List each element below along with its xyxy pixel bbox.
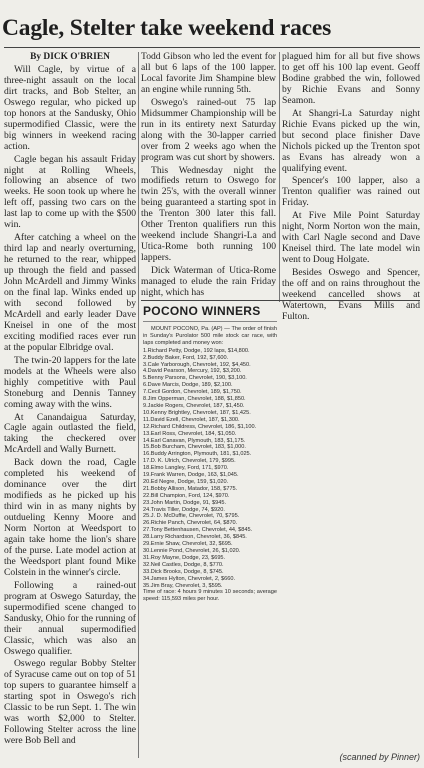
result-line: 32.Neil Castles, Dodge, 8, $770. xyxy=(143,561,224,568)
result-line: 4.David Pearson, Mercury, 192, $3,200. xyxy=(143,368,242,375)
paragraph: At Shangri-La Saturday night Richie Evans picked up the win, but second place finisher Dave Nichols picked up the Trenton spot as Evans has already won a qualifying event. xyxy=(282,107,420,174)
race-results xyxy=(143,326,277,742)
result-line: 5.Benny Parsons, Chevrolet, 190, $3,100. xyxy=(143,375,247,382)
paragraph: At Canandaigua Saturday, Cagle again outlasted the field, taking the checkered over McArdell and Wally Burnett. xyxy=(4,411,136,456)
paragraph: At Five Mile Point Saturday night, Norm Norton won the main, with Carl Nagle second and Dave Kneisel third. The late model win went to Doug Holgate. xyxy=(282,210,420,266)
result-line: 8.Jim Opperman, Chevrolet, 188, $1,850. xyxy=(143,396,246,403)
result-line: 29.Ernie Shaw, Chevrolet, 32, $695. xyxy=(143,541,233,548)
paragraph: Oswego regular Bobby Stelter of Syracuse came out on top of 51 top supers to guarantee himself a starting spot in Oswego's rich Classic to be run Sept. 1. The win was worth $2,000 to Stelter. Following Stelter across the line were Bob Bell and xyxy=(4,658,136,747)
result-line: 14.Earl Canavan, Plymouth, 183, $1,175. xyxy=(143,437,246,444)
paragraph: This Wednesday night the modifieds return to Oswego for twin 25's, with the overall winner being guaranteed a starting spot in the Trenton 300 later this fall. Other Trenton qualifiers run this weekend include Shangri-La and Utica-Rome both running 100 lappers. xyxy=(141,164,276,264)
result-line: 23.John Martin, Dodge, 91, $945. xyxy=(143,499,227,506)
result-line: 34.James Hylton, Chevrolet, 2, $660. xyxy=(143,575,236,582)
headline-rule xyxy=(4,47,420,48)
paragraph: Cagle began his assault Friday night at Rolling Wheels, following an absence of two weeks. He soon took up where he left off, passing two cars on the last lap to come up with the $500 win. xyxy=(4,153,136,231)
result-line: 1.Richard Petty, Dodge, 192 laps, $14,800. xyxy=(143,347,250,354)
scan-credit: (scanned by Pinner) xyxy=(339,752,420,762)
column-divider xyxy=(279,52,280,302)
paragraph: Will Cagle, by virtue of a three-night assault on the local dirt tracks, and Bob Stelter, an Oswego regular, who picked up top honors at the Sandusky, Ohio supermodified Classic, were the big winners in weekend racing action. xyxy=(4,63,136,152)
result-line: 6.Dave Marcis, Dodge, 189, $2,100. xyxy=(143,382,233,389)
result-line: 24.Travis Tiller, Dodge, 74, $920. xyxy=(143,506,225,513)
section-rule xyxy=(141,300,420,301)
result-line: 30.Lennie Pond, Chevrolet, 26, $1,020. xyxy=(143,548,241,554)
result-line: 20.Ed Negre, Dodge, 159, $1,020. xyxy=(143,478,229,485)
result-line: 17.D. K. Ulrich, Chevrolet, 179, $995. xyxy=(143,458,236,465)
result-line: 11.David Ezell, Chevrolet, 187, $1,300. xyxy=(143,416,240,423)
results-tail: Time of race: 4 hours 9 minutes 10 seconds; average speed: 115,593 miles per hour. xyxy=(143,589,277,603)
result-line: 33.Dick Brooks, Dodge, 8, $745. xyxy=(143,568,224,575)
result-line: 2.Buddy Baker, Ford, 192, $7,600. xyxy=(143,354,229,361)
paragraph: Spencer's 100 lapper, also a Trenton qualifier was rained out Friday. xyxy=(282,175,420,209)
result-line: 3.Cale Yarborough, Chevrolet, 192, $4,450. xyxy=(143,361,251,368)
result-line: 31.Roy Mayne, Dodge, 23, $695. xyxy=(143,554,226,561)
paragraph: Dick Waterman of Utica-Rome managed to elude the rain Friday night, which has xyxy=(141,265,276,299)
result-line: 9.Jackie Rogers, Chevrolet, 187, $1,450. xyxy=(143,402,245,409)
article-column-1 xyxy=(4,52,136,764)
result-line: 12.Richard Childress, Chevrolet, 186, $1,100. xyxy=(143,423,257,430)
paragraph: Oswego's rained-out 75 lap Midsummer Championship will be run in its entirety next Saturday along with the 30-lapper carried over from 2 weeks ago when the program was cut short by showers. xyxy=(141,96,276,163)
results-intro: MOUNT POCONO, Pa. (AP) — The order of finish in Sunday's Purolator 500 mile stock car race, with laps completed and money won: xyxy=(143,326,277,346)
result-line: 25.J. D. McDuffie, Chevrolet, 70, $795. xyxy=(143,513,240,520)
result-line: 10.Kenny Brightley, Chevrolet, 187, $1,425. xyxy=(143,409,251,416)
result-line: 27.Tony Bettenhausen, Chevrolet, 44, $845. xyxy=(143,527,253,534)
result-line: 28.Larry Richardson, Chevrolet, 36, $845. xyxy=(143,534,247,541)
byline: By DICK O'BRIEN xyxy=(30,52,110,62)
results-list xyxy=(143,348,277,590)
result-line: 26.Richie Panch, Chevrolet, 64, $870. xyxy=(143,520,238,527)
headline: Cagle, Stelter take weekend races xyxy=(2,15,332,41)
paragraph: plagued him for all but five shows to get off his 100 lap event. Geoff Bodine grabbed the win, followed by Richie Evans and Sonny Seamon. xyxy=(282,52,420,106)
paragraph: Todd Gibson who led the event for all but 6 laps of the 100 lapper. Local favorite Jim Shampine blew an engine while running 5th. xyxy=(141,52,276,95)
results-heading: POCONO WINNERS xyxy=(143,304,261,318)
result-line: 16.Buddy Arrington, Plymouth, 181, $1,025. xyxy=(143,451,252,458)
result-line: 15.Bob Burcham, Chevrolet, 183, $1,000. xyxy=(143,444,246,451)
result-line: 19.Frank Warren, Dodge, 163, $1,045. xyxy=(143,472,239,479)
paragraph: Besides Oswego and Spencer, the off and on rains throughout the weekend cancelled shows at Watertown, Evans Mills and Fulton. xyxy=(282,267,420,322)
result-line: 7.Cecil Gordon, Chevrolet, 189, $1,750. xyxy=(143,389,242,396)
paragraph: Following a rained-out program at Oswego Saturday, the supermodified scene changed to Sandusky, Ohio for the running of their annual supermodified Classic, which was also an Oswego qualifier. xyxy=(4,579,136,657)
result-line: 18.Elmo Langley, Ford, 171, $970. xyxy=(143,465,229,472)
result-line: 22.Bill Champion, Ford, 124, $970. xyxy=(143,492,230,499)
results-rule xyxy=(143,321,277,322)
paragraph: Back down the road, Cagle completed his weekend of dominance over the dirt modifieds as he picked up his third win in as many nights by outdueling Kenny Moore and Norm Norton at Weedsport to again take home the lion's share of the purse. Late model action at the Weedsport plant found Mike Colstein in the winner's circle. xyxy=(4,457,136,578)
column-divider xyxy=(138,52,139,758)
result-line: 35.Jim Bray, Chevrolet, 3, $595. xyxy=(143,582,223,589)
paragraph: After catching a wheel on the third lap and nearly overturning, he returned to the rear, whipped up through the field and passed John McArdell and Jimmy Winks on the final lap. Winks ended up with second followed by McArdell and early leader Dave Kneisel in one of the most exciting modified races ever run at the popular Elbridge oval. xyxy=(4,232,136,353)
paragraph: The twin-20 lappers for the late models at the Wheels were also highly competitive with Paul Stoneburg and Dennis Tanney coming away with the wins. xyxy=(4,354,136,410)
result-line: 13.Earl Ross, Chevrolet, 184, $1,050. xyxy=(143,430,237,437)
article-column-2 xyxy=(141,52,276,342)
result-line: 21.Bobby Allison, Matador, 158, $775. xyxy=(143,485,238,492)
